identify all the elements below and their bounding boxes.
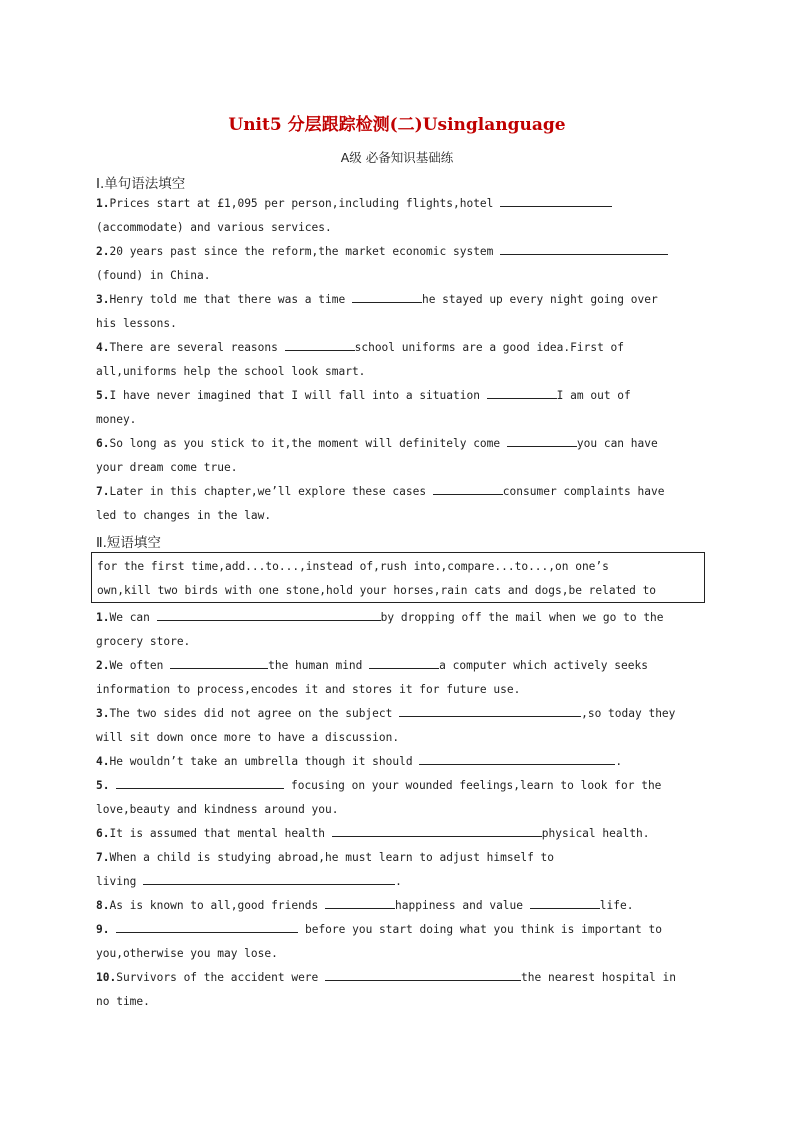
question-number: 5. [96, 779, 110, 792]
question-text: Later in this chapter,we’ll explore these cases [109, 485, 433, 498]
level-subtitle: A级 必备知识基础练 [340, 150, 454, 165]
answer-blank[interactable] [352, 290, 422, 303]
question-text: Henry told me that there was a time [109, 293, 352, 306]
question-text: a computer which actively seeks [439, 659, 648, 672]
question-number: 3. [96, 707, 110, 720]
question-text: focusing on your wounded feelings,learn to look for the [284, 779, 662, 792]
question-text: before you start doing what you think is important to [298, 923, 662, 936]
question-text: When a child is studying abroad,he must learn to adjust himself to [109, 851, 555, 864]
s1-q7-line2: led to changes in the law. [96, 509, 272, 522]
question-number: 5. [96, 389, 110, 402]
answer-blank[interactable] [116, 920, 298, 933]
s2-q2-line2: information to process,encodes it and stores it for future use. [96, 683, 521, 696]
s2-q10-line1 [96, 966, 694, 990]
question-number: 9. [96, 923, 110, 936]
s1-q2-line1 [96, 240, 694, 264]
question-text: physical health. [541, 827, 650, 840]
section-1-heading: Ⅰ.单句语法填空 [96, 176, 186, 192]
s2-q4-line1 [96, 750, 694, 774]
s1-q3-line2: his lessons. [96, 317, 177, 330]
s1-q2-line2: (found) in China. [96, 269, 211, 282]
answer-blank[interactable] [116, 776, 284, 789]
question-text: by dropping off the mail when we go to the [380, 611, 664, 624]
question-number: 1. [96, 611, 110, 624]
s1-q7-line1 [96, 480, 694, 504]
s2-q3-line1 [96, 702, 694, 726]
question-number: 1. [96, 197, 110, 210]
question-number: 3. [96, 293, 110, 306]
section-2-heading: Ⅱ.短语填空 [96, 535, 161, 551]
question-text: Survivors of the accident were [116, 971, 326, 984]
question-text: school uniforms are a good idea.First of [354, 341, 625, 354]
question-text: I have never imagined that I will fall into a situation [109, 389, 487, 402]
s2-q6-line1 [96, 822, 694, 846]
s2-q9-line1 [96, 918, 694, 942]
question-text: he stayed up every night going over [421, 293, 658, 306]
s2-q3-line2: will sit down once more to have a discussion. [96, 731, 400, 744]
answer-blank[interactable] [170, 656, 268, 669]
question-number: 4. [96, 341, 110, 354]
s2-q8-line1 [96, 894, 694, 918]
s1-q6-line1 [96, 432, 694, 456]
question-text: It is assumed that mental health [109, 827, 332, 840]
s1-q3-line1 [96, 288, 694, 312]
question-text: There are several reasons [109, 341, 285, 354]
question-text: living [96, 875, 144, 888]
question-text: Prices start at £1,095 per person,including flights,hotel [109, 197, 501, 210]
question-text: the nearest hospital in [521, 971, 676, 984]
question-number: 6. [96, 437, 110, 450]
phrase-bank-box [91, 552, 705, 603]
question-text: We can [109, 611, 157, 624]
answer-blank[interactable] [325, 968, 521, 981]
question-text: happiness and value [395, 899, 530, 912]
answer-blank[interactable] [325, 896, 395, 909]
page-title: Unit5 分层跟踪检测(二)Usinglanguage [228, 115, 566, 135]
question-text: I am out of [556, 389, 631, 402]
question-number: 4. [96, 755, 110, 768]
answer-blank[interactable] [157, 608, 381, 621]
answer-blank[interactable] [143, 872, 395, 885]
s1-q5-line1 [96, 384, 694, 408]
question-text: ,so today they [581, 707, 676, 720]
question-text: So long as you stick to it,the moment will definitely come [109, 437, 507, 450]
question-text: you can have [576, 437, 658, 450]
question-number: 2. [96, 245, 110, 258]
phrase-bank-line-1: for the first time,add...to...,instead of,rush into,compare...to...,on one’s [97, 560, 609, 573]
answer-blank[interactable] [500, 242, 668, 255]
question-text: life. [599, 899, 634, 912]
answer-blank[interactable] [419, 752, 615, 765]
s2-q5-line2: love,beauty and kindness around you. [96, 803, 339, 816]
question-number: 10. [96, 971, 117, 984]
answer-blank[interactable] [487, 386, 557, 399]
question-number: 6. [96, 827, 110, 840]
s1-q4-line1 [96, 336, 694, 360]
s1-q1-line1 [96, 192, 694, 216]
question-text: He wouldn’t take an umbrella though it should [109, 755, 420, 768]
answer-blank[interactable] [500, 194, 612, 207]
s2-q1-line2: grocery store. [96, 635, 191, 648]
s2-q10-line2: no time. [96, 995, 150, 1008]
answer-blank[interactable] [285, 338, 355, 351]
s2-q9-line2: you,otherwise you may lose. [96, 947, 278, 960]
s1-q5-line2: money. [96, 413, 137, 426]
question-text: As is known to all,good friends [109, 899, 326, 912]
question-number: 2. [96, 659, 110, 672]
question-text: The two sides did not agree on the subject [109, 707, 400, 720]
question-text: consumer complaints have [502, 485, 665, 498]
answer-blank[interactable] [369, 656, 439, 669]
question-text: 20 years past since the reform,the market economic system [109, 245, 501, 258]
phrase-bank-line-2: own,kill two birds with one stone,hold your horses,rain cats and dogs,be related to [97, 584, 657, 597]
question-number: 7. [96, 485, 110, 498]
s2-q7-line2 [96, 870, 694, 894]
s1-q6-line2: your dream come true. [96, 461, 238, 474]
s2-q2-line1 [96, 654, 694, 678]
s2-q1-line1 [96, 606, 694, 630]
question-number: 8. [96, 899, 110, 912]
question-number: 7. [96, 851, 110, 864]
answer-blank[interactable] [399, 704, 581, 717]
s1-q4-line2: all,uniforms help the school look smart. [96, 365, 366, 378]
answer-blank[interactable] [332, 824, 542, 837]
question-text: We often [109, 659, 171, 672]
s2-q7-line1 [96, 846, 694, 870]
answer-blank[interactable] [433, 482, 503, 495]
question-text: the human mind [268, 659, 370, 672]
answer-blank[interactable] [507, 434, 577, 447]
question-text: . [615, 755, 623, 768]
s2-q5-line1 [96, 774, 694, 798]
s1-q1-line2: (accommodate) and various services. [96, 221, 332, 234]
answer-blank[interactable] [530, 896, 600, 909]
question-text: . [395, 875, 402, 888]
